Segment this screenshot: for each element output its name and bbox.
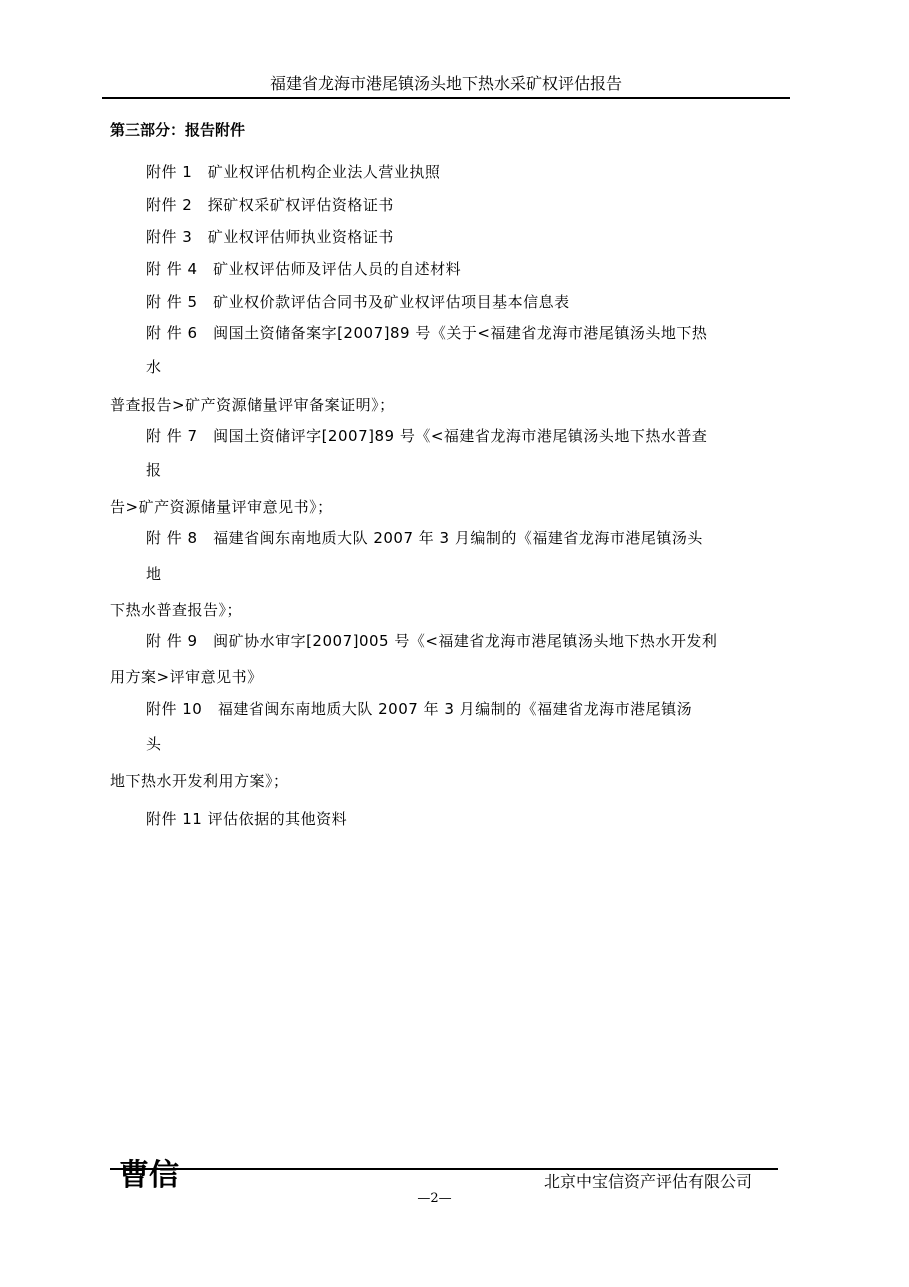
attachment-line: 头 [146,735,162,753]
attachment-line: 下热水普查报告》； [110,601,243,619]
attachment-line: 附 件 8 福建省闽东南地质大队 2007 年 3 月编制的《福建省龙海市港尾镇汤头 [146,529,703,547]
attachment-line: 附件 11 评估依据的其他资料 [146,810,348,828]
attachment-line: 附件 2 探矿权采矿权评估资格证书 [146,196,394,214]
attachment-line: 附 件 6 闽国土资储备案字[2007]89 号《关于<福建省龙海市港尾镇汤头地下热 [146,324,708,342]
attachment-line: 用方案>评审意见书》 [110,668,263,686]
footer-company: 北京中宝信资产评估有限公司 [543,1172,752,1191]
attachment-line: 附 件 9 闽矿协水审字[2007]005 号《<福建省龙海市港尾镇汤头地下热水开发利 [146,632,718,650]
attachment-line: 地 [146,565,162,583]
header-rule [102,97,790,99]
footer-rule [110,1168,778,1170]
header-title: 福建省龙海市港尾镇汤头地下热水采矿权评估报告 [269,74,622,93]
attachment-line: 附 件 7 闽国土资储评字[2007]89 号《<福建省龙海市港尾镇汤头地下热水普查 [146,427,708,445]
page-number: —2— [417,1191,452,1206]
attachment-line: 附 件 4 矿业权评估师及评估人员的自述材料 [146,260,462,278]
section-title: 第三部分：报告附件 [110,121,246,139]
attachment-line: 附件 10 福建省闽东南地质大队 2007 年 3 月编制的《福建省龙海市港尾镇汤 [146,700,693,718]
attachment-line: 普查报告>矿产资源储量评审备案证明》； [110,396,395,414]
attachment-line: 附件 1 矿业权评估机构企业法人营业执照 [146,163,441,181]
attachment-line: 附 件 5 矿业权价款评估合同书及矿业权评估项目基本信息表 [146,293,570,311]
attachment-line: 水 [146,358,162,376]
attachment-line: 告>矿产资源储量评审意见书》； [110,498,333,516]
attachment-line: 地下热水开发利用方案》； [110,772,289,790]
attachment-line: 附件 3 矿业权评估师执业资格证书 [146,228,394,246]
seal-mark: 曹信 [119,1158,179,1193]
attachment-line: 报 [146,461,162,479]
